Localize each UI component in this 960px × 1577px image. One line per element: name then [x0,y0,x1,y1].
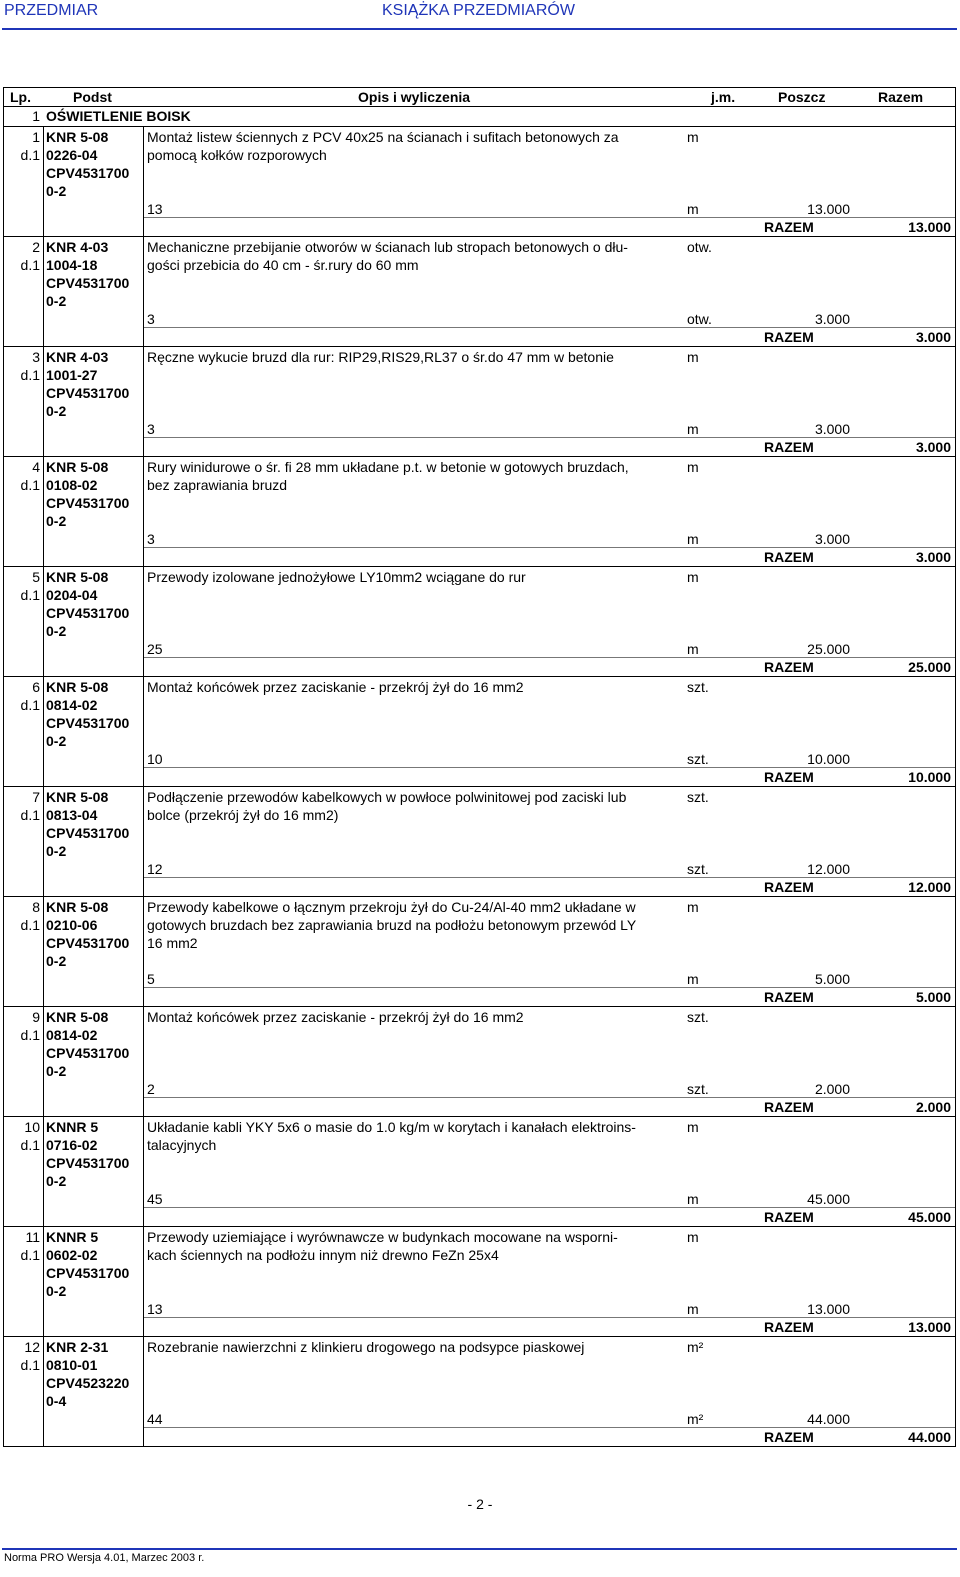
item-sum-divider [144,767,955,768]
item-dept: d.1 [20,1137,40,1153]
item-basis-line: 0602-02 [46,1247,98,1263]
item-basis-line: 0-2 [46,1173,67,1189]
item-sum-divider [144,1207,955,1208]
estimate-table [3,87,956,1447]
item-partial-value: 25.000 [807,641,850,657]
item-description-line: 16 mm2 [147,935,198,951]
item-calculation: 3 [147,421,155,437]
item-basis-line: 0813-04 [46,807,98,823]
column-divider [143,1117,144,1226]
item-basis-line: KNR 2-31 [46,1339,109,1355]
item-calculation: 13 [147,201,163,217]
col-opis: Opis i wyliczenia [358,89,471,105]
item-lp: 3 [32,349,40,365]
item-sum-value: 13.000 [908,219,951,235]
table-row [3,566,956,676]
item-partial-value: 2.000 [814,1081,850,1097]
item-basis-line: 0-2 [46,953,67,969]
item-unit: szt. [687,789,709,805]
item-dept: d.1 [20,587,40,603]
item-basis-line: CPV4531700 [46,495,130,511]
item-calculation: 25 [147,641,163,657]
item-number [4,678,40,714]
item-lp: 8 [32,899,40,915]
item-unit: szt. [687,679,709,695]
item-partial-value: 10.000 [807,751,850,767]
table-row [3,456,956,566]
item-unit: szt. [687,1009,709,1025]
col-lp: Lp. [10,89,31,105]
item-basis-line: KNR 5-08 [46,789,109,805]
item-basis [46,128,129,200]
item-lp: 12 [24,1339,40,1355]
item-sum-label: RAZEM [764,879,814,895]
item-sum-divider [144,1427,955,1428]
footer-divider [2,1548,957,1550]
table-row [3,676,956,786]
item-calculation-unit: m [687,531,699,547]
item-sum-label: RAZEM [764,1319,814,1335]
item-basis-line: CPV4531700 [46,715,130,731]
item-description [147,1118,707,1154]
item-unit: m [687,1229,699,1245]
item-sum-label: RAZEM [764,1429,814,1445]
item-basis-line: CPV4531700 [46,1265,130,1281]
col-razem: Razem [878,89,924,105]
item-calculation-unit: m [687,971,699,987]
column-divider [143,127,144,236]
item-calculation: 44 [147,1411,163,1427]
item-description-line: Układanie kabli YKY 5x6 o masie do 1.0 kg/m w korytach i kanałach elektroins- [147,1119,636,1135]
item-sum-divider [144,1317,955,1318]
item-number [4,458,40,494]
item-basis-line: KNR 5-08 [46,129,109,145]
item-description-line: pomocą kołków rozporowych [147,147,327,163]
section-title: OŚWIETLENIE BOISK [46,108,191,124]
item-calculation-unit: m² [687,1411,704,1427]
column-divider [43,457,44,566]
item-basis-line: 0204-04 [46,587,98,603]
item-basis-line: KNR 5-08 [46,1009,109,1025]
item-basis-line: CPV4531700 [46,165,130,181]
item-lp: 9 [32,1009,40,1025]
item-dept: d.1 [20,807,40,823]
item-lp: 6 [32,679,40,695]
item-dept: d.1 [20,697,40,713]
item-sum-label: RAZEM [764,989,814,1005]
item-basis [46,1008,129,1080]
item-basis [46,1118,129,1190]
column-divider [43,127,44,236]
item-description-line: Przewody izolowane jednożyłowe LY10mm2 wciągane do rur [147,569,526,585]
section-number: 1 [32,108,40,124]
item-description-line: gości przebicia do 40 cm - śr.rury do 60 mm [147,257,419,273]
item-partial-value: 3.000 [814,531,850,547]
item-calculation-unit: szt. [687,1081,709,1097]
header-left-title: PRZEDMIAR [4,2,99,19]
item-basis-line: CPV4531700 [46,825,130,841]
item-basis [46,1338,129,1410]
item-lp: 1 [32,129,40,145]
item-sum-value: 3.000 [915,329,951,345]
column-divider [143,1227,144,1336]
item-basis-line: 0-2 [46,513,67,529]
item-lp: 2 [32,239,40,255]
item-basis-line: 0810-01 [46,1357,98,1373]
items-container [3,126,956,1447]
column-divider [43,787,44,896]
column-divider [43,1337,44,1446]
item-partial-value: 44.000 [807,1411,850,1427]
item-basis [46,1228,129,1300]
item-sum-divider [144,987,955,988]
item-basis [46,788,129,860]
item-description [147,458,707,494]
item-basis-line: CPV4531700 [46,385,130,401]
item-basis-line: KNR 5-08 [46,459,109,475]
item-partial-value: 13.000 [807,201,850,217]
item-sum-label: RAZEM [764,1209,814,1225]
item-calculation: 12 [147,861,163,877]
item-dept: d.1 [20,917,40,933]
item-partial-value: 3.000 [814,421,850,437]
item-calculation-unit: szt. [687,861,709,877]
header-divider [2,28,957,30]
column-divider [43,897,44,1006]
item-unit: m [687,129,699,145]
item-sum-label: RAZEM [764,659,814,675]
item-calculation-unit: m [687,1191,699,1207]
table-row [3,236,956,346]
item-basis-line: KNR 5-08 [46,899,109,915]
item-number [4,788,40,824]
item-calculation-unit: otw. [687,311,712,327]
column-divider [43,1227,44,1336]
item-basis-line: 0108-02 [46,477,98,493]
item-number [4,568,40,604]
item-sum-divider [144,547,955,548]
column-divider [143,347,144,456]
item-sum-divider [144,1097,955,1098]
item-calculation-unit: m [687,421,699,437]
column-divider [143,677,144,786]
column-divider [43,237,44,346]
item-basis-line: 0-2 [46,733,67,749]
item-description-line: talacyjnych [147,1137,217,1153]
item-basis-line: 0226-04 [46,147,98,163]
item-sum-label: RAZEM [764,219,814,235]
item-sum-value: 5.000 [915,989,951,1005]
item-basis-line: 0814-02 [46,697,98,713]
item-basis [46,678,129,750]
column-divider [143,237,144,346]
column-divider [43,347,44,456]
item-sum-label: RAZEM [764,769,814,785]
column-divider [143,567,144,676]
item-number [4,1228,40,1264]
item-sum-value: 25.000 [908,659,951,675]
item-basis-line: 0-2 [46,1283,67,1299]
item-sum-value: 12.000 [908,879,951,895]
item-calculation: 5 [147,971,155,987]
item-sum-value: 45.000 [908,1209,951,1225]
item-description [147,1228,707,1264]
item-number [4,1008,40,1044]
item-description-line: Podłączenie przewodów kabelkowych w powłoce polwinitowej pod zaciski lub [147,789,627,805]
item-sum-value: 44.000 [908,1429,951,1445]
item-basis-line: CPV4531700 [46,935,130,951]
item-number [4,128,40,164]
item-basis [46,898,129,970]
item-description [147,678,707,696]
item-basis [46,568,129,640]
item-sum-divider [144,327,955,328]
item-description-line: Rury winidurowe o śr. fi 28 mm układane p.t. w betonie w gotowych bruzdach, [147,459,629,475]
item-description-line: kach ściennych na podłożu innym niż drewno FeZn 25x4 [147,1247,499,1263]
item-basis-line: 0-2 [46,183,67,199]
table-row [3,126,956,236]
item-basis-line: 0210-06 [46,917,98,933]
column-divider [43,567,44,676]
section-row [3,107,956,126]
item-number [4,898,40,934]
item-partial-value: 5.000 [814,971,850,987]
item-partial-value: 3.000 [814,311,850,327]
item-unit: m² [687,1339,704,1355]
item-basis-line: KNNR 5 [46,1229,99,1245]
item-description-line: bolce (przekrój żył do 16 mm2) [147,807,339,823]
table-row [3,1116,956,1226]
item-calculation-unit: m [687,201,699,217]
table-row [3,346,956,456]
item-unit: m [687,349,699,365]
item-sum-label: RAZEM [764,549,814,565]
table-row [3,1336,956,1447]
item-basis-line: 0814-02 [46,1027,98,1043]
column-divider [43,1007,44,1116]
item-basis [46,348,129,420]
item-calculation: 10 [147,751,163,767]
column-divider [143,1337,144,1446]
item-partial-value: 45.000 [807,1191,850,1207]
column-divider [143,897,144,1006]
item-calculation-unit: szt. [687,751,709,767]
item-lp: 10 [24,1119,40,1135]
column-divider [143,457,144,566]
item-unit: otw. [687,239,712,255]
item-basis-line: 0-2 [46,843,67,859]
item-sum-value: 2.000 [915,1099,951,1115]
item-basis-line: CPV4531700 [46,605,130,621]
item-description [147,898,707,952]
item-dept: d.1 [20,1357,40,1373]
item-description [147,568,707,586]
item-calculation: 45 [147,1191,163,1207]
item-unit: m [687,899,699,915]
item-dept: d.1 [20,477,40,493]
item-description [147,1008,707,1026]
item-description-line: Ręczne wykucie bruzd dla rur: RIP29,RIS29,RL37 o śr.do 47 mm w betonie [147,349,614,365]
item-description [147,238,707,274]
item-dept: d.1 [20,257,40,273]
table-row [3,786,956,896]
item-sum-divider [144,877,955,878]
item-lp: 11 [25,1229,40,1245]
table-row [3,1226,956,1336]
header-right-title: KSIĄŻKA PRZEDMIARÓW [382,2,575,19]
column-divider [43,1117,44,1226]
item-description-line: Montaż listew ściennych z PCV 40x25 na ścianach i sufitach betonowych za [147,129,619,145]
item-sum-divider [144,217,955,218]
item-description-line: Przewody uziemiające i wyrównawcze w budynkach mocowane na wsporni- [147,1229,618,1245]
item-basis-line: 0-2 [46,293,67,309]
column-divider [143,1007,144,1116]
item-basis-line: CPV4523220 [46,1375,130,1391]
item-sum-value: 3.000 [915,549,951,565]
item-calculation-unit: m [687,1301,699,1317]
item-description-line: bez zaprawiania bruzd [147,477,288,493]
item-number [4,238,40,274]
item-sum-divider [144,437,955,438]
item-unit: m [687,1119,699,1135]
item-basis-line: 0-4 [46,1393,67,1409]
item-basis-line: 0-2 [46,1063,67,1079]
item-lp: 5 [32,569,40,585]
item-basis-line: 0716-02 [46,1137,98,1153]
item-description-line: Montaż końcówek przez zaciskanie - przekrój żył do 16 mm2 [147,679,524,695]
item-basis-line: 1004-18 [46,257,98,273]
item-description [147,348,707,366]
page-number: - 2 - [467,1496,493,1512]
item-partial-value: 12.000 [807,861,850,877]
item-sum-value: 3.000 [915,439,951,455]
table-row [3,896,956,1006]
item-sum-label: RAZEM [764,439,814,455]
item-description-line: Przewody kabelkowe o łącznym przekroju żył do Cu-24/Al-40 mm2 układane w [147,899,636,915]
item-partial-value: 13.000 [807,1301,850,1317]
item-unit: m [687,459,699,475]
col-podst: Podst [73,89,112,105]
item-description-line: Mechaniczne przebijanie otworów w ścianach lub stropach betonowych o dłu- [147,239,628,255]
item-description-line: gotowych bruzdach bez zaprawiania bruzd na podłożu betonowym przewód LY [147,917,637,933]
item-number [4,1118,40,1154]
item-calculation: 13 [147,1301,163,1317]
item-dept: d.1 [20,1247,40,1263]
item-description [147,788,707,824]
item-dept: d.1 [20,1027,40,1043]
item-description [147,1338,707,1356]
item-calculation-unit: m [687,641,699,657]
item-basis-line: KNNR 5 [46,1119,99,1135]
footer-text: Norma PRO Wersja 4.01, Marzec 2003 r. [4,1552,205,1564]
item-sum-label: RAZEM [764,1099,814,1115]
item-sum-value: 10.000 [908,769,951,785]
item-basis [46,458,129,530]
item-number [4,1338,40,1374]
item-sum-divider [144,657,955,658]
item-dept: d.1 [20,147,40,163]
item-basis-line: CPV4531700 [46,275,130,291]
item-lp: 4 [32,459,40,475]
item-lp: 7 [32,789,40,805]
item-basis-line: KNR 5-08 [46,679,109,695]
item-basis-line: 0-2 [46,403,67,419]
item-basis-line: 1001-27 [46,367,98,383]
item-sum-label: RAZEM [764,329,814,345]
item-calculation: 3 [147,311,155,327]
item-calculation: 3 [147,531,155,547]
item-basis-line: KNR 4-03 [46,349,109,365]
item-basis-line: KNR 5-08 [46,569,109,585]
item-description-line: Rozebranie nawierzchni z klinkieru drogowego na podsypce piaskowej [147,1339,585,1355]
item-number [4,348,40,384]
column-divider [43,677,44,786]
item-description [147,128,707,164]
table-header-row [3,87,956,107]
table-row [3,1006,956,1116]
item-sum-value: 13.000 [908,1319,951,1335]
item-dept: d.1 [20,367,40,383]
item-description-line: Montaż końcówek przez zaciskanie - przekrój żył do 16 mm2 [147,1009,524,1025]
col-jm: j.m. [711,89,736,105]
column-divider [143,787,144,896]
item-basis-line: CPV4531700 [46,1045,130,1061]
item-basis-line: KNR 4-03 [46,239,109,255]
item-calculation: 2 [147,1081,155,1097]
col-poszcz: Poszcz [778,89,826,105]
item-basis [46,238,129,310]
item-unit: m [687,569,699,585]
item-basis-line: CPV4531700 [46,1155,130,1171]
item-basis-line: 0-2 [46,623,67,639]
